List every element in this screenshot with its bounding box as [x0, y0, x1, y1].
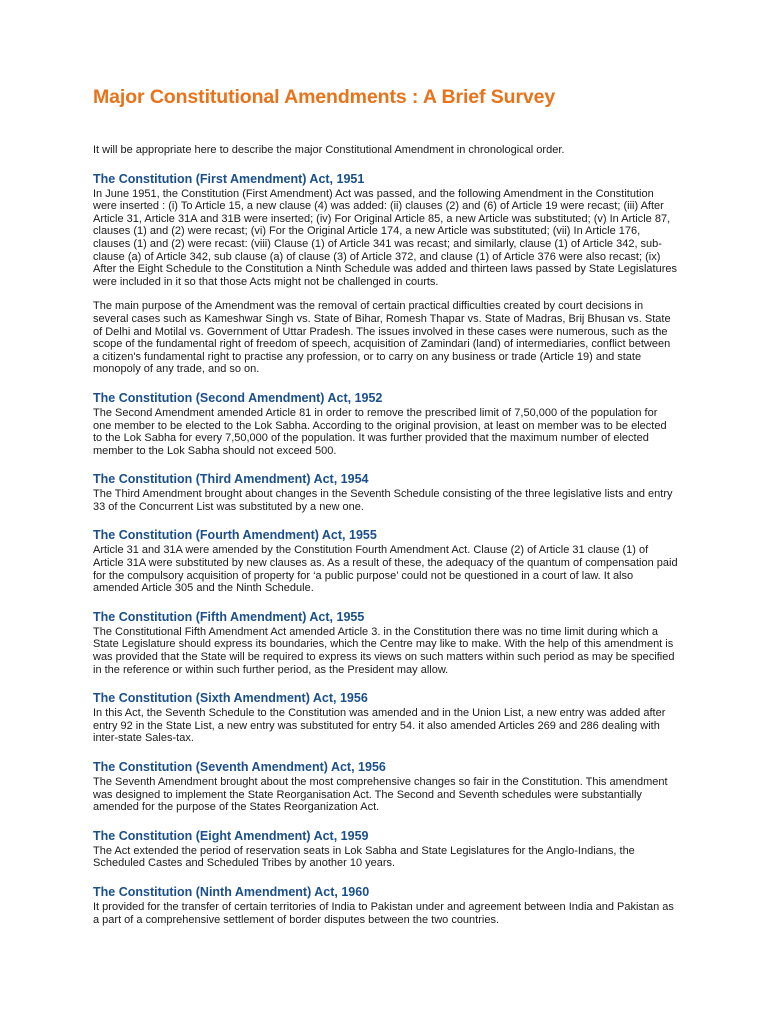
section-heading: The Constitution (Second Amendment) Act, 1952: [93, 390, 383, 405]
section-seventh-amendment: [93, 760, 678, 814]
section-paragraph: The main purpose of the Amendment was the removal of certain practical difficulties created by court decisions in several cases such as Kameshwar Singh vs. State of Bihar, Romesh Thapar vs. State of Madras, Brij Bhusan vs. State of Delhi and Motilal vs. Government of Uttar Pradesh. The issues involved in these cases were numerous, such as the scope of the fundamental right of freedom of speech, acquisition of Zamindari (land) of intermediaries, conflict between a citizen's fundamental right to practise any profession, or to carry on any business or trade (Article 19) and state monopoly of any trade, and so on.: [93, 300, 671, 376]
section-fourth-amendment: [93, 528, 678, 594]
document-page: [93, 84, 678, 941]
section-heading: The Constitution (Seventh Amendment) Act, 1956: [93, 760, 386, 774]
section-second-amendment: [93, 391, 678, 457]
section-paragraph: It provided for the transfer of certain territories of India to Pakistan under and agreement between India and Pakistan as a part of a comprehensive settlement of border disputes between the two countries.: [93, 900, 674, 926]
section-eighth-amendment: [93, 829, 678, 870]
section-sixth-amendment: [93, 691, 678, 745]
section-ninth-amendment: [93, 885, 678, 926]
section-paragraph: In June 1951, the Constitution (First Amendment) Act was passed, and the following Amendment in the Constitution were inserted : (i) To Article 15, a new clause (4) was added: (ii) clauses (2) and (6) of Article 19 were recast; (iii) After Article 31, Article 31A and 31B were inserted; (iv) For Original Article 85, a new Article was substituted; (v) In Article 87, clauses (1) and (2) were recast; (vi) For the Original Article 174, a new Article was substituted; (vii) In Article 176, clauses (1) and (2) were recast: (viii) Clause (1) of Article 341 was recast; and similarly, clause (1) of Article 342, sub-clause (a) of Article 342, sub clause (a) of clause (3) of Article 372, and clause (1) of Article 376 were also recast; (ix) After the Eight Schedule to the Constitution a Ninth Schedule was added and thirteen laws passed by State Legislatures were included in it so that those Acts might not be challenged in courts.: [93, 187, 677, 288]
section-third-amendment: [93, 472, 678, 513]
section-heading: The Constitution (First Amendment) Act, 1951: [93, 171, 365, 186]
intro-paragraph: It will be appropriate here to describe the major Constitutional Amendment in chronological order.: [93, 144, 565, 156]
section-paragraph: The Third Amendment brought about changes in the Seventh Schedule consisting of the three legislative lists and entry 33 of the Concurrent List was substituted by a new one.: [93, 488, 673, 513]
section-paragraph: The Constitutional Fifth Amendment Act amended Article 3. in the Constitution there was no time limit during which a State Legislature should express its boundaries, which the Centre may like to make. With the help of this amendment is was provided that the State will be required to express its views on such matters within such period as may be specified in the reference or within such further period, as the President may allow.: [93, 625, 675, 676]
document-title: Major Constitutional Amendments : A Brief Survey: [93, 86, 556, 108]
section-paragraph: The Act extended the period of reservation seats in Lok Sabha and State Legislatures for the Anglo-Indians, the Scheduled Castes and Scheduled Tribes by another 10 years.: [93, 844, 635, 870]
section-heading: The Constitution (Fifth Amendment) Act, 1955: [93, 609, 365, 624]
section-paragraph: In this Act, the Seventh Schedule to the Constitution was amended and in the Union List, a new entry was added after entry 92 in the State List, a new entry was substituted for entry 54. it also amended Articles 269 and 286 dealing with inter-state Sales-tax.: [93, 707, 666, 745]
section-first-amendment: [93, 172, 678, 376]
section-heading: The Constitution (Sixth Amendment) Act, 1956: [93, 691, 368, 706]
section-paragraph: Article 31 and 31A were amended by the Constitution Fourth Amendment Act. Clause (2) of Article 31 clause (1) of Article 31A were substituted by new clauses as. As a result of these, the adequacy of the quantum of compensation paid for the compulsory acquisition of property for ‘a public purpose’ could not be questioned in a court of law. It also amended Article 305 and the Ninth Schedule.: [93, 544, 678, 595]
section-heading: The Constitution (Fourth Amendment) Act, 1955: [93, 528, 377, 543]
section-heading: The Constitution (Third Amendment) Act, 1954: [93, 472, 369, 487]
section-heading: The Constitution (Eight Amendment) Act, 1959: [93, 828, 369, 843]
section-fifth-amendment: [93, 610, 678, 676]
section-paragraph: The Seventh Amendment brought about the most comprehensive changes so fair in the Constitution. This amendment was designed to implement the State Reorganisation Act. The Second and Seventh schedules were substantially amended for the purpose of the States Reorganization Act.: [93, 776, 668, 814]
section-heading: The Constitution (Ninth Amendment) Act, 1960: [93, 884, 370, 899]
section-paragraph: The Second Amendment amended Article 81 in order to remove the prescribed limit of 7,50,000 of the population for one member to be elected to the Lok Sabha. According to the original provision, at least on member was to be elected to the Lok Sabha for every 7,50,000 of the population. It was further provided that the maximum number of elected member to the Lok Sabha should not exceed 500.: [93, 406, 667, 457]
